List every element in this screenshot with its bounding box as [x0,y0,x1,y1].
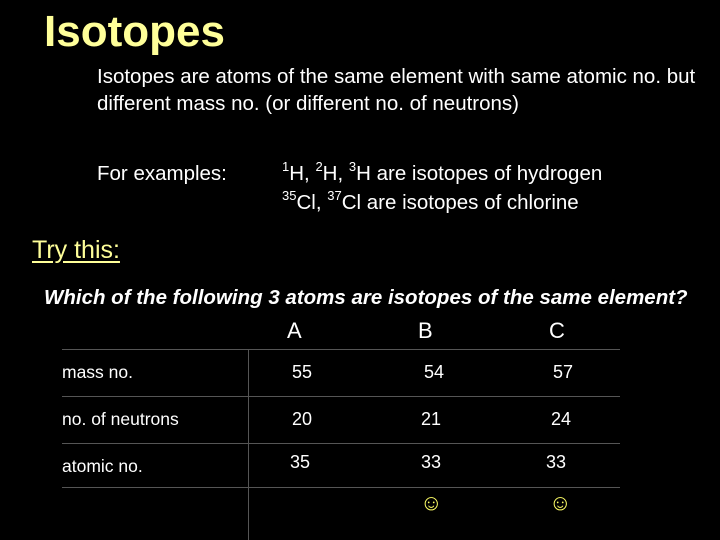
cell-atomic-a: 35 [290,452,311,472]
cell-atomic-c: 33 [546,452,567,472]
row-label-mass: mass no. [62,362,133,382]
row-label-neutrons: no. of neutrons [62,409,179,429]
smiley-icon: ☺ [420,490,443,515]
table-divider [248,349,249,540]
cell-neutrons-a: 20 [292,409,313,429]
cell-mass-a: 55 [292,362,313,382]
example-hydrogen: $^1$H, $^2$H, $^3$H are isotopes of hydrogen [282,159,603,185]
try-this-heading: Try this: [32,236,120,264]
slide-title: Isotopes [44,7,225,56]
column-header-a: A [287,318,302,343]
table-rule [62,487,620,488]
example-chlorine: $^{35}$Cl, $^{37}$Cl are isotopes of chlorine [282,188,579,214]
cell-neutrons-c: 24 [551,409,572,429]
column-header-c: C [549,318,565,343]
row-label-atomic: atomic no. [62,456,143,476]
cell-mass-c: 57 [553,362,574,382]
column-header-b: B [418,318,433,343]
definition-text: Isotopes are atoms of the same element with same atomic no. but different mass no. (or different no. of neutrons) [97,65,696,115]
examples-label: For examples: [97,162,227,185]
table-rule [62,443,620,444]
question-text: Which of the following 3 atoms are isotopes of the same element? [44,286,688,309]
table-rule [62,396,620,397]
cell-neutrons-b: 21 [421,409,442,429]
cell-atomic-b: 33 [421,452,442,472]
smiley-icon: ☺ [549,490,572,515]
table-rule [62,349,620,350]
cell-mass-b: 54 [424,362,445,382]
